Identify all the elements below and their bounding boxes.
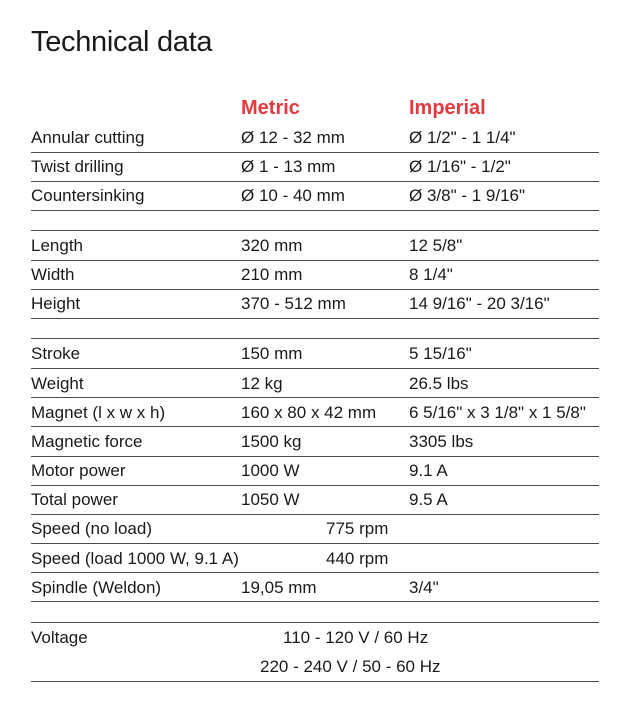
row-label: Speed (load 1000 W, 9.1 A) (31, 549, 239, 568)
row-label: Magnet (l x w x h) (31, 403, 166, 422)
row-imperial: 9.1 A (409, 461, 448, 480)
table-row (31, 184, 599, 208)
row-value: 440 rpm (326, 549, 389, 568)
row-divider (31, 681, 599, 682)
row-imperial: 3/4" (409, 578, 439, 597)
row-divider (31, 210, 599, 211)
table-row (31, 401, 599, 425)
row-label: Countersinking (31, 186, 145, 205)
row-label: Weight (31, 374, 84, 393)
row-divider (31, 260, 599, 261)
table-row (31, 342, 599, 366)
row-divider (31, 485, 599, 486)
page-title: Technical data (31, 26, 213, 58)
row-divider (31, 397, 599, 398)
row-imperial: 14 9/16" - 20 3/16" (409, 294, 550, 313)
row-divider (31, 543, 599, 544)
row-imperial: 9.5 A (409, 490, 448, 509)
row-imperial: 26.5 lbs (409, 374, 469, 393)
table-row (31, 126, 599, 150)
row-label: Length (31, 236, 83, 255)
row-metric: Ø 12 - 32 mm (241, 128, 345, 147)
row-label: Spindle (Weldon) (31, 578, 162, 597)
row-divider (31, 181, 599, 182)
row-metric: 320 mm (241, 236, 303, 255)
row-imperial: Ø 1/2" - 1 1/4" (409, 128, 516, 147)
table-row (31, 292, 599, 316)
group-divider (31, 230, 599, 231)
imperial-header: Imperial (409, 97, 486, 119)
row-divider (31, 152, 599, 153)
row-metric: 12 kg (241, 374, 283, 393)
row-label: Stroke (31, 344, 81, 363)
row-divider (31, 572, 599, 573)
table-row (31, 430, 599, 454)
row-divider (31, 426, 599, 427)
row-metric: 370 - 512 mm (241, 294, 346, 313)
metric-header: Metric (241, 97, 300, 119)
row-metric: 1000 W (241, 461, 300, 480)
row-imperial: Ø 3/8" - 1 9/16" (409, 186, 526, 205)
table-row (31, 488, 599, 512)
row-label: Twist drilling (31, 157, 124, 176)
group-divider (31, 338, 599, 339)
row-value: 775 rpm (326, 519, 389, 538)
row-metric: 160 x 80 x 42 mm (241, 403, 377, 422)
row-metric: 19,05 mm (241, 578, 317, 597)
row-divider (31, 318, 599, 319)
table-row (31, 234, 599, 258)
table-row (31, 459, 599, 483)
group-divider (31, 622, 599, 623)
row-label: Height (31, 294, 81, 313)
row-metric: 1050 W (241, 490, 300, 509)
row-label: Magnetic force (31, 432, 143, 451)
table-row (31, 155, 599, 179)
row-divider (31, 514, 599, 515)
row-divider (31, 289, 599, 290)
row-metric: 1500 kg (241, 432, 302, 451)
row-value: 220 - 240 V / 50 - 60 Hz (260, 657, 441, 676)
row-divider (31, 601, 599, 602)
row-label: Total power (31, 490, 118, 509)
row-imperial: 12 5/8" (409, 236, 463, 255)
row-label: Speed (no load) (31, 519, 152, 538)
row-label: Motor power (31, 461, 126, 480)
table-row (31, 655, 599, 679)
table-row (31, 576, 599, 600)
table-row (31, 626, 599, 650)
row-value: 110 - 120 V / 60 Hz (283, 628, 429, 647)
row-imperial: Ø 1/16" - 1/2" (409, 157, 511, 176)
row-imperial: 5 15/16" (409, 344, 472, 363)
row-label: Voltage (31, 628, 88, 647)
table-row (31, 547, 599, 571)
row-imperial: 3305 lbs (409, 432, 474, 451)
row-metric: Ø 1 - 13 mm (241, 157, 336, 176)
row-metric: 150 mm (241, 344, 303, 363)
row-metric: Ø 10 - 40 mm (241, 186, 345, 205)
row-label: Annular cutting (31, 128, 145, 147)
row-imperial: 8 1/4" (409, 265, 453, 284)
row-metric: 210 mm (241, 265, 303, 284)
row-divider (31, 368, 599, 369)
row-imperial: 6 5/16" x 3 1/8" x 1 5/8" (409, 403, 586, 422)
row-divider (31, 456, 599, 457)
row-label: Width (31, 265, 75, 284)
table-row (31, 263, 599, 287)
table-row (31, 372, 599, 396)
table-row (31, 517, 599, 541)
